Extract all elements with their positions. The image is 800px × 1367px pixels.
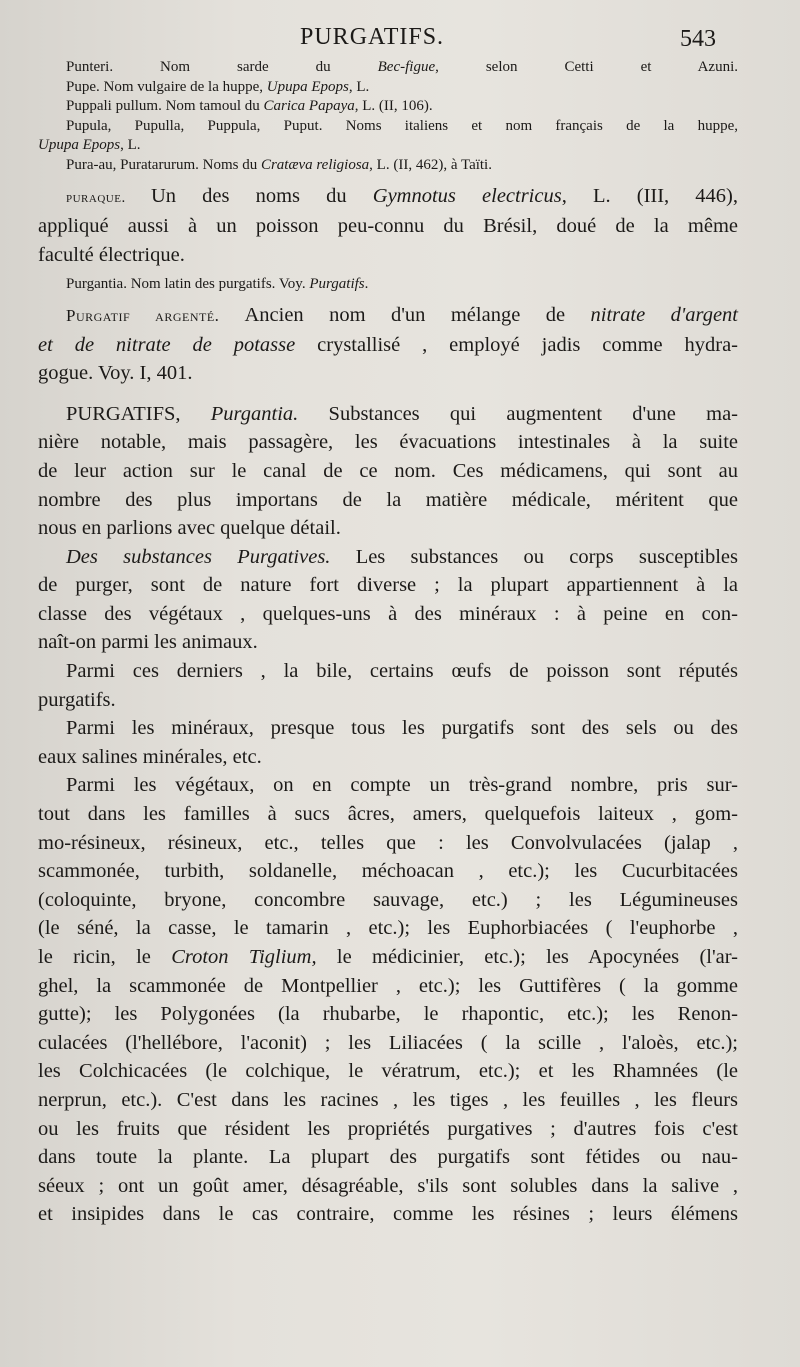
entry-argente-line-1: Purgatif argenté. Ancien nom d'un mélange de nitrate d'argent: [66, 303, 739, 326]
article-line: de leur action sur le canal de ce nom. Ces médicamens, qui sont au: [38, 459, 738, 482]
paragraph-line: Parmi les végétaux, on en compte un très-grand nombre, pris sur-: [66, 774, 738, 797]
paragraph-line: (coloquinte, bryone, concombre sauvage, etc.) ; les Légumineuses: [38, 888, 738, 911]
paragraph-line: tout dans les familles à sucs âcres, amers, quelquefois laiteux , gom-: [38, 803, 738, 826]
article-line: nière notable, mais passagère, les évacuations intestinales à la suite: [38, 431, 738, 454]
paragraph-line: ghel, la scammonée de Montpellier , etc.); les Guttifères ( la gomme: [38, 974, 738, 997]
article-heading: PURGATIFS, Purgantia. Substances qui augmentent d'une ma-: [66, 402, 738, 425]
entry-puppali: Puppali pullum. Nom tamoul du Carica Papaya, L. (II, 106).: [66, 98, 433, 115]
paragraph-line: Parmi ces derniers , la bile, certains œufs de poisson sont réputés: [66, 660, 738, 683]
entry-pura: Pura-au, Puratarurum. Noms du Cratæva religiosa, L. (II, 462), à Taïti.: [66, 156, 492, 173]
paragraph-line: purgatifs.: [38, 688, 116, 711]
entry-pupe: Pupe. Nom vulgaire de la huppe, Upupa Epops, L.: [66, 78, 370, 95]
paragraph-line: ou les fruits que résident les propriétés purgatives ; d'autres fois c'est: [38, 1117, 738, 1140]
page-number: 543: [680, 26, 716, 52]
paragraph-line: dans toute la plante. La plupart des purgatifs sont fétides ou nau-: [38, 1146, 738, 1169]
entry-puraque-line-1: puraque. Un des noms du Gymnotus electricus, L. (III, 446),: [66, 184, 738, 207]
section-line: naît-on parmi les animaux.: [38, 631, 258, 654]
paragraph-line: eaux salines minérales, etc.: [38, 745, 262, 768]
entry-argente-line-3: gogue. Voy. I, 401.: [38, 362, 193, 385]
paragraph-line: gutte); les Polygonées (la rhubarbe, le rhapontic, etc.); les Renon-: [38, 1003, 738, 1026]
running-title: PURGATIFS.: [300, 24, 445, 50]
entry-purgantia: Purgantia. Nom latin des purgatifs. Voy. Purgatifs.: [66, 276, 369, 293]
paragraph-line: (le séné, la casse, le tamarin , etc.); les Euphorbiacées ( l'euphorbe ,: [38, 917, 738, 940]
entry-puraque-line-2: appliqué aussi à un poisson peu-connu du Brésil, doué de la même: [38, 215, 738, 238]
paragraph-line: culacées (l'hellébore, l'aconit) ; les Liliacées ( la scille , l'aloès, etc.);: [38, 1031, 738, 1054]
section-line: classe des végétaux , quelques-uns à des minéraux : à peine en con-: [38, 602, 738, 625]
entry-argente-line-2: et de nitrate de potasse crystallisé , employé jadis comme hydra-: [38, 333, 739, 356]
paragraph-line: le ricin, le Croton Tiglium, le médicinier, etc.); les Apocynées (l'ar-: [38, 946, 739, 968]
entry-punteri: Punteri. Nom sarde du Bec-figue, selon Cetti et Azuni.: [66, 59, 738, 75]
section-heading: Des substances Purgatives.: [66, 545, 331, 568]
section-heading-line: Des substances Purgatives. Les substances ou corps susceptibles: [66, 545, 738, 568]
article-line: nombre des plus importans de la matière médicale, méritent que: [38, 488, 738, 511]
page-body: [38, 58, 738, 1229]
page-header: [0, 24, 800, 58]
entry-pupula-line-1: Pupula, Pupulla, Puppula, Puput. Noms italiens et nom français de la huppe,: [66, 117, 738, 134]
paragraph-line: les Colchicacées (le colchique, le vératrum, etc.); et les Rhamnées (le: [38, 1060, 738, 1083]
paragraph-line: nerprun, etc.). C'est dans les racines , les tiges , les feuilles , les fleurs: [38, 1088, 738, 1111]
paragraph-line: scammonée, turbith, soldanelle, méchoacan , etc.); les Cucurbitacées: [38, 860, 738, 883]
paragraph-line: séeux ; ont un goût amer, désagréable, s'ils sont solubles dans la salive ,: [38, 1174, 738, 1197]
paragraph-line: Parmi les minéraux, presque tous les purgatifs sont des sels ou des: [66, 717, 738, 740]
section-line: de purger, sont de nature fort diverse ; la plupart appartiennent à la: [38, 574, 738, 597]
paragraph-line: et insipides dans le cas contraire, comme les résines ; leurs élémens: [38, 1203, 738, 1226]
article-line: nous en parlions avec quelque détail.: [38, 517, 341, 540]
entry-pupula-line-2: Upupa Epops, L.: [38, 137, 141, 154]
paragraph-line: mo-résineux, résineux, etc., telles que : les Convolvulacées (jalap ,: [38, 831, 738, 854]
entry-puraque-line-3: faculté électrique.: [38, 243, 185, 266]
